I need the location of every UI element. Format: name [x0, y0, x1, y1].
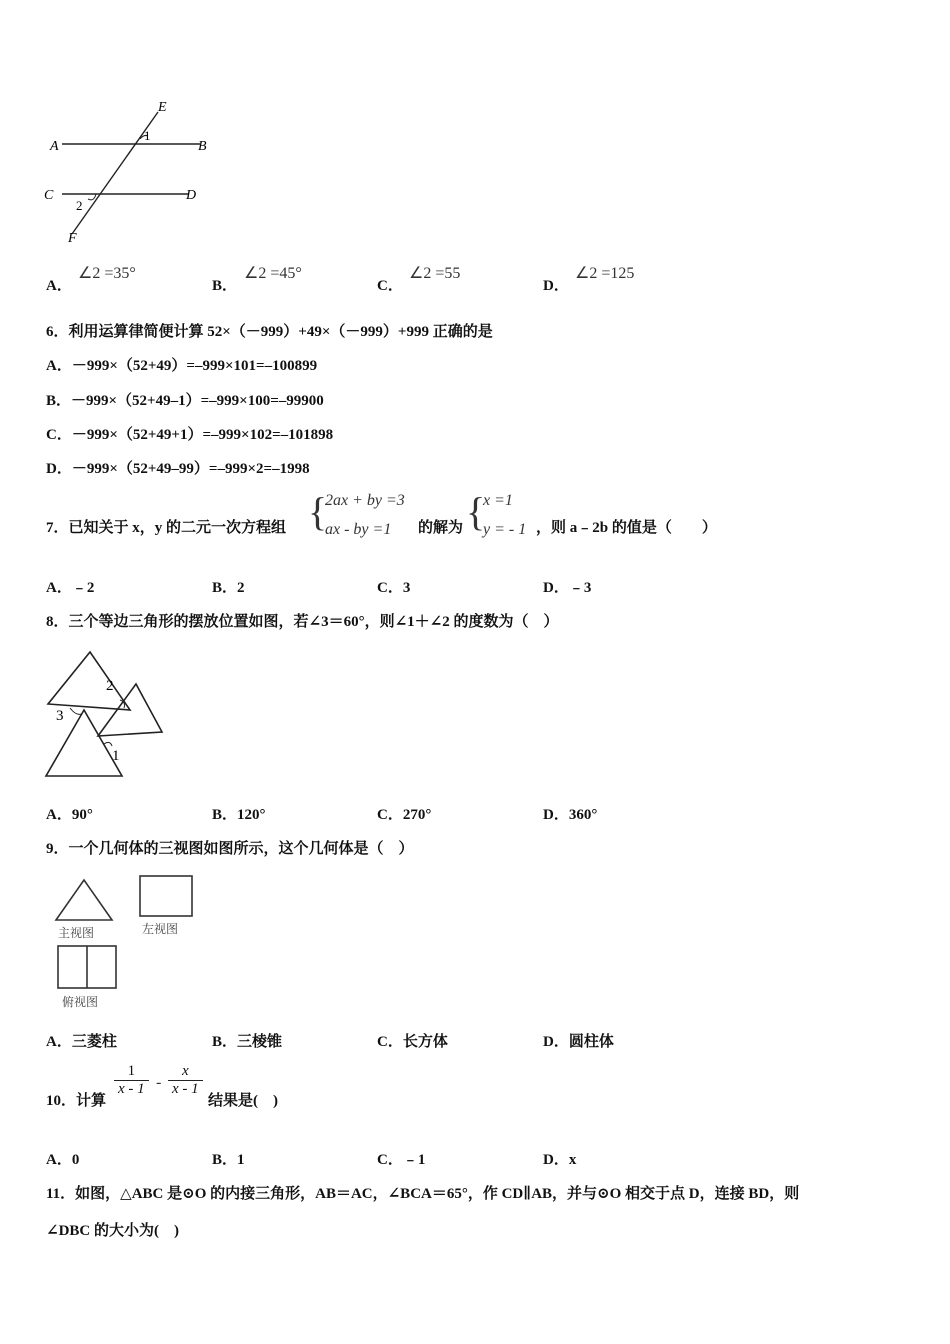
q7-option-c[interactable]: C．3 — [377, 580, 411, 596]
label-angle-1: 1 — [112, 748, 120, 764]
q10-fraction-1-denominator: x - 1 — [114, 1080, 149, 1098]
q5-option-c-letter[interactable]: C． — [377, 278, 403, 294]
q8-option-a[interactable]: A．90° — [46, 807, 93, 823]
q5-option-a-value: ∠2 =35° — [78, 265, 136, 282]
q7-system-2-line-1: x =1 — [483, 492, 513, 509]
q5-option-c-value: ∠2 =55 — [409, 265, 461, 282]
q7-system-1-line-2: ax - by =1 — [325, 521, 392, 538]
three-views-figure — [46, 870, 206, 1015]
label-d: D — [186, 188, 197, 203]
q8-stem: 8．三个等边三角形的摆放位置如图，若∠3＝60°，则∠1＋∠2 的度数为（ ） — [46, 614, 559, 630]
q5-option-b-letter[interactable]: B． — [212, 278, 238, 294]
label-e: E — [158, 100, 167, 115]
q7-system-2-brace: { — [466, 489, 486, 534]
q6-option-a[interactable]: A．－999×（52+49）=–999×101=–100899 — [46, 358, 318, 374]
label-angle-1: 1 — [144, 128, 151, 143]
q8-option-c[interactable]: C．270° — [377, 807, 432, 823]
left-view-rectangle — [140, 876, 192, 916]
q8-option-d[interactable]: D．360° — [543, 807, 598, 823]
q7-system-2-line-2: y = - 1 — [483, 521, 527, 538]
q10-fraction-2 — [168, 1063, 203, 1098]
q10-option-a[interactable]: A．0 — [46, 1152, 80, 1168]
q10-option-d[interactable]: D．x — [543, 1152, 577, 1168]
front-view-label: 主视图 — [58, 926, 95, 940]
q5-option-d-letter[interactable]: D． — [543, 278, 569, 294]
q7-stem-before: 7．已知关于 x，y 的二元一次方程组 — [46, 520, 287, 536]
q7-option-d[interactable]: D．﹣3 — [543, 580, 592, 596]
q7-system-1-line-1: 2ax + by =3 — [325, 492, 405, 509]
q9-stem: 9．一个几何体的三视图如图所示，这个几何体是（ ） — [46, 841, 414, 857]
q8-option-b[interactable]: B．120° — [212, 807, 266, 823]
q10-stem-after: 结果是( ) — [208, 1093, 278, 1109]
q10-option-b[interactable]: B．1 — [212, 1152, 245, 1168]
q7-option-b[interactable]: B．2 — [212, 580, 245, 596]
q5-option-d-value: ∠2 =125 — [575, 265, 635, 282]
label-angle-2: 2 — [76, 198, 83, 213]
label-c: C — [44, 188, 54, 203]
q7-stem-middle: 的解为 — [418, 520, 464, 536]
q6-option-d[interactable]: D．－999×（52+49–99）=–999×2=–1998 — [46, 461, 310, 477]
q11-stem-line-1: 11．如图，△ABC 是⊙O 的内接三角形，AB＝AC，∠BCA＝65°，作 CD∥AB，并与⊙O 相交于点 D，连接 BD，则 — [46, 1186, 800, 1202]
q9-option-b[interactable]: B．三棱锥 — [212, 1034, 283, 1050]
q7-stem-after: ，则 a﹣2b 的值是（ ） — [536, 520, 717, 536]
q7-system-1-brace: { — [308, 489, 328, 534]
angle-2-arc — [88, 194, 96, 200]
q6-stem: 6．利用运算律简便计算 52×（－999）+49×（－999）+999 正确的是 — [46, 324, 493, 340]
angle-3-arc — [70, 708, 82, 714]
triangle-top — [48, 652, 130, 710]
q10-minus-sign: - — [156, 1074, 162, 1091]
top-view-label: 俯视图 — [62, 995, 99, 1009]
q10-fraction-1-numerator: 1 — [127, 1063, 136, 1079]
label-a: A — [50, 139, 59, 154]
label-angle-3: 3 — [56, 708, 64, 724]
q10-stem-before: 10．计算 — [46, 1093, 107, 1109]
q9-option-d[interactable]: D．圆柱体 — [543, 1034, 614, 1050]
q10-option-c[interactable]: C．﹣1 — [377, 1152, 426, 1168]
label-b: B — [198, 139, 207, 154]
q11-stem-line-2: ∠DBC 的大小为( ) — [46, 1223, 179, 1239]
q7-option-a[interactable]: A．﹣2 — [46, 580, 95, 596]
q9-option-c[interactable]: C．长方体 — [377, 1034, 448, 1050]
front-view-triangle — [56, 880, 112, 920]
q10-fraction-2-numerator: x — [181, 1063, 189, 1079]
q6-option-b[interactable]: B．－999×（52+49–1）=–999×100=–99900 — [46, 393, 324, 409]
left-view-label: 左视图 — [142, 922, 179, 936]
q9-option-a[interactable]: A．三菱柱 — [46, 1034, 117, 1050]
label-f: F — [68, 231, 77, 246]
q6-option-c[interactable]: C．－999×（52+49+1）=–999×102=–101898 — [46, 427, 334, 443]
q10-fraction-1 — [114, 1063, 149, 1098]
three-triangles-figure — [40, 648, 170, 783]
q5-option-a-letter[interactable]: A． — [46, 278, 72, 294]
label-angle-2: 2 — [106, 678, 114, 694]
q5-option-b-value: ∠2 =45° — [244, 265, 302, 282]
parallel-lines-figure — [40, 98, 220, 248]
q10-fraction-2-denominator: x - 1 — [168, 1080, 203, 1098]
